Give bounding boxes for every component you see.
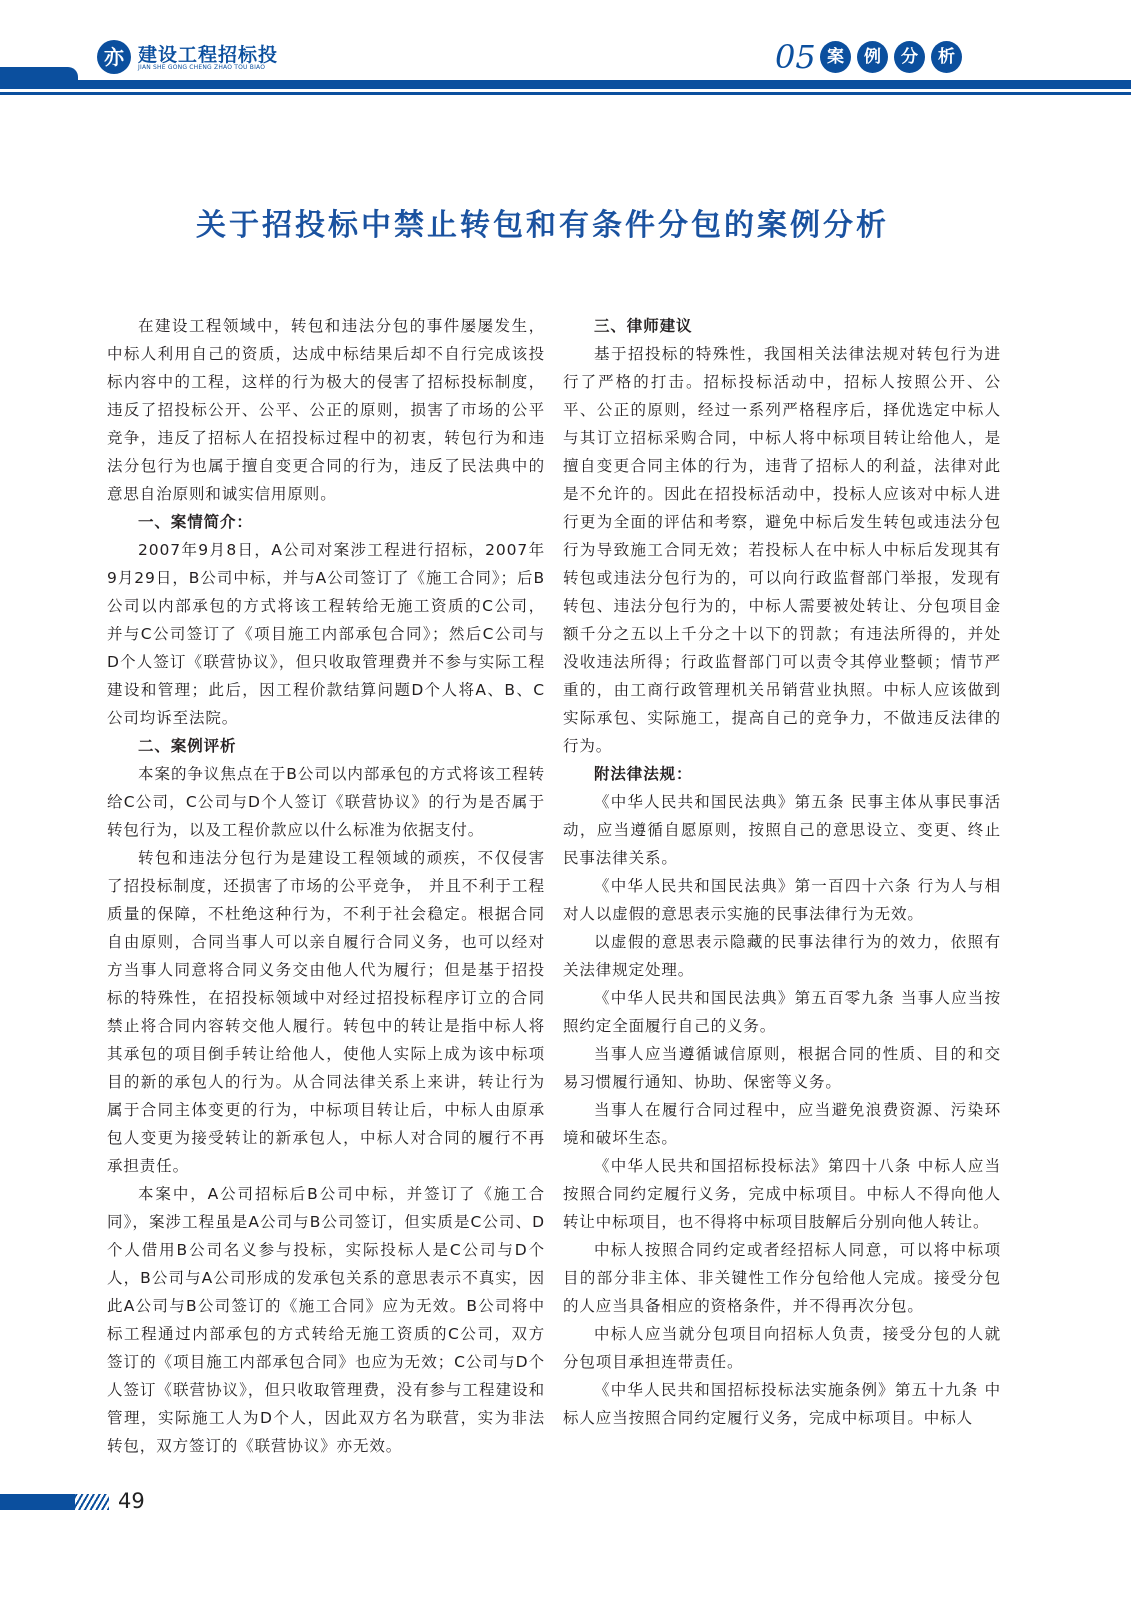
section-char: 例 xyxy=(857,41,888,73)
law-paragraph: 《中华人民共和国民法典》第五条 民事主体从事民事活动，应当遵循自愿原则，按照自己的意思设立、变更、终止民事法律关系。 xyxy=(563,793,1001,867)
law-paragraph: 中标人应当就分包项目向招标人负责，接受分包的人就分包项目承担连带责任。 xyxy=(563,1325,1001,1371)
paragraph: 本案中，A公司招标后B公司中标，并签订了《施工合同》，案涉工程虽是A公司与B公司签订，但实质是C公司、D个人借用B公司名义参与投标，实际投标人是C公司与D个人，B公司与A公司形成的发承包关系的意思表示不真实，因此A公司与B公司签订的《施工合同》应为无效。B公司将中标工程通过内部承包的方式转给无施工资质的C公司，双方签订的《项目施工内部承包合同》也应为无效；C公司与D个人签订《联营协议》，但只收取管理费，没有参与工程建设和管理，实际施工人为D个人，因此双方名为联营，实为非法转包，双方签订的《联营协议》亦无效。 xyxy=(107,1185,545,1455)
magazine-name: 建设工程招标投 xyxy=(138,44,279,66)
footer-hatch xyxy=(75,1494,109,1510)
paragraph: 在建设工程领域中，转包和违法分包的事件屡屡发生，中标人利用自己的资质，达成中标结果后却不自行完成该投标内容中的工程，这样的行为极大的侵害了招标投标制度，违反了招投标公开、公平、公正的原则，损害了市场的公平竞争，违反了招标人在招投标过程中的初衷，转包行为和违法分包行为也属于擅自变更合同的行为，违反了民法典中的意思自治原则和诚实信用原则。 xyxy=(107,317,545,503)
law-paragraph: 当事人在履行合同过程中，应当避免浪费资源、污染环境和破坏生态。 xyxy=(563,1101,1001,1147)
paragraph: 转包和违法分包行为是建设工程领域的顽疾，不仅侵害了招投标制度，还损害了市场的公平竞争， 并且不利于工程质量的保障，不杜绝这种行为，不利于社会稳定。根据合同自由原则，合同当事人可以亲自履行合同义务，也可以经对方当事人同意将合同义务交由他人代为履行；但是基于招投标的特殊性，在招投标领域中对经过招投标程序订立的合同禁止将合同内容转交他人履行。转包中的转让是指中标人将其承包的项目倒手转让给他人，使他人实际上成为该中标项目的新的承包人的行为。从合同法律关系上来讲，转让行为属于合同主体变更的行为，中标项目转让后，中标人由原承包人变更为接受转让的新承包人，中标人对合同的履行不再承担责任。 xyxy=(107,849,545,1175)
logo-glyph: 亦 xyxy=(104,45,124,69)
section-char: 分 xyxy=(894,41,925,73)
footer-bar xyxy=(0,1494,75,1510)
paragraph: 2007年9月8日，A公司对案涉工程进行招标，2007年9月29日，B公司中标，并与A公司签订了《施工合同》；后B公司以内部承包的方式将该工程转给无施工资质的C公司，并与C公司签订了《项目施工内部承包合同》；然后C公司与D个人签订《联营协议》，但只收取管理费并不参与实际工程建设和管理；此后，因工程价款结算问题D个人将A、B、C公司均诉至法院。 xyxy=(107,541,545,727)
law-paragraph: 《中华人民共和国民法典》第五百零九条 当事人应当按照约定全面履行自己的义务。 xyxy=(563,989,1001,1035)
section-char: 析 xyxy=(931,41,962,73)
right-column xyxy=(563,312,1001,1432)
law-paragraph: 《中华人民共和国招标投标法实施条例》第五十九条 中标人应当按照合同约定履行义务，完成中标项目。中标人 xyxy=(563,1381,1001,1427)
law-paragraph: 当事人应当遵循诚信原则，根据合同的性质、目的和交易习惯履行通知、协助、保密等义务。 xyxy=(563,1045,1001,1091)
header-rule xyxy=(0,92,1131,95)
law-paragraph: 《中华人民共和国民法典》第一百四十六条 行为人与相对人以虚假的意思表示实施的民事法律行为无效。 xyxy=(563,877,1001,923)
magazine-logo-icon xyxy=(97,40,131,74)
section-heading: 二、案例评析 xyxy=(138,737,237,755)
magazine-pinyin: JIAN SHE GONG CHENG ZHAO TOU BIAO xyxy=(138,64,266,71)
law-paragraph: 中标人按照合同约定或者经招标人同意，可以将中标项目的部分非主体、非关键性工作分包给他人完成。接受分包的人应当具备相应的资格条件，并不得再次分包。 xyxy=(563,1241,1001,1315)
section-char: 案 xyxy=(820,41,851,73)
paragraph: 本案的争议焦点在于B公司以内部承包的方式将该工程转给C公司，C公司与D个人签订《联营协议》的行为是否属于转包行为，以及工程价款应以什么标准为依据支付。 xyxy=(107,765,545,839)
section-heading: 三、律师建议 xyxy=(594,317,693,335)
law-paragraph: 《中华人民共和国招标投标法》第四十八条 中标人应当按照合同约定履行义务，完成中标项目。中标人不得向他人转让中标项目，也不得将中标项目肢解后分别向他人转让。 xyxy=(563,1157,1001,1231)
article-title: 关于招投标中禁止转包和有条件分包的案例分析 xyxy=(196,208,889,244)
page-number: 49 xyxy=(118,1489,145,1513)
header-bar xyxy=(0,80,1131,89)
left-column xyxy=(107,312,545,1460)
section-heading: 一、案情简介： xyxy=(138,513,253,531)
section-heading: 附法律法规： xyxy=(594,765,693,783)
paragraph: 基于招投标的特殊性，我国相关法律法规对转包行为进行了严格的打击。招标投标活动中，招标人按照公开、公平、公正的原则，经过一系列严格程序后，择优选定中标人与其订立招标采购合同，中标人将中标项目转让给他人，是擅自变更合同主体的行为，违背了招标人的利益，法律对此是不允许的。因此在招投标活动中，投标人应该对中标人进行更为全面的评估和考察，避免中标后发生转包或违法分包行为导致施工合同无效；若投标人在中标人中标后发现其有转包或违法分包行为的，可以向行政监督部门举报，发现有转包、违法分包行为的，中标人需要被处转让、分包项目金额千分之五以上千分之十以下的罚款；有违法所得的，并处没收违法所得；行政监督部门可以责令其停业整顿；情节严重的，由工商行政管理机关吊销营业执照。中标人应该做到实际承包、实际施工，提高自己的竞争力，不做违反法律的行为。 xyxy=(563,345,1001,755)
law-paragraph: 以虚假的意思表示隐藏的民事法律行为的效力，依照有关法律规定处理。 xyxy=(563,933,1001,979)
section-number: 05 xyxy=(775,38,816,76)
